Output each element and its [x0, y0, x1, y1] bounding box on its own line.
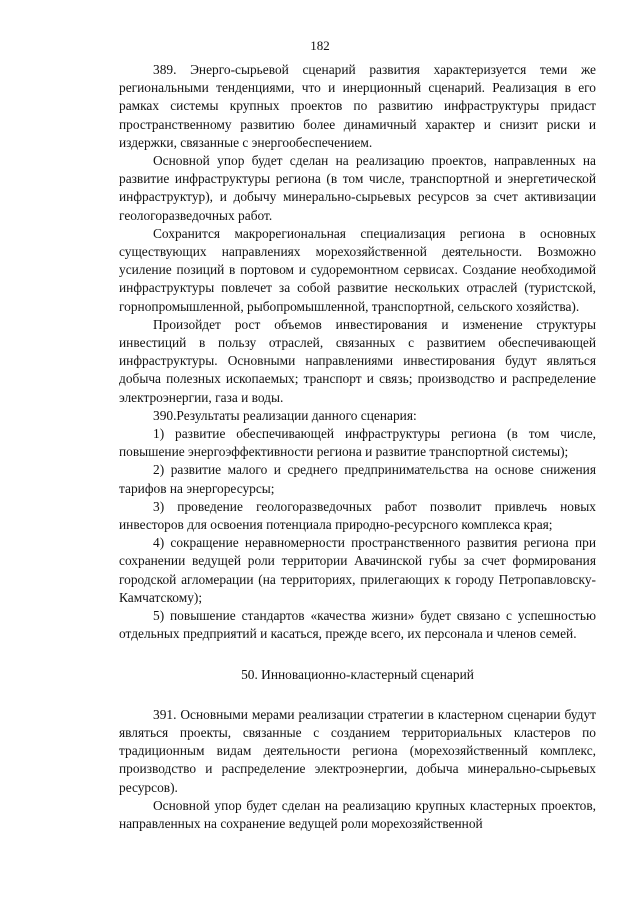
- section-heading: 50. Инновационно-кластерный сценарий: [241, 666, 474, 682]
- paragraph-specialization: Сохранится макрорегиональная специализация региона в основных существующих направлениях морехозяйственной деятельности. Возможно усиление позиций в портовом и судоремонтном сервисах. Создание необходимой инфраструктуры повлечет за собой развитие нескольких отраслей (туристской, горнопромышленной, рыбопромышленной, транспортной, сельского хозяйства).: [119, 225, 596, 314]
- document-body: [119, 61, 596, 833]
- paragraph-391: 391. Основными мерами реализации стратегии в кластерном сценарии будут являться проекты, связанные с созданием территориальных кластеров по традиционным видам деятельности региона (морехозяйственный комплекс, производство и распределение электроэнергии, добыча минерально-сырьевых ресурсов).: [119, 706, 596, 795]
- list-item-2: 2) развитие малого и среднего предпринимательства на основе снижения тарифов на энергоресурсы;: [119, 462, 596, 496]
- list-item-3: 3) проведение геологоразведочных работ позволит привлечь новых инвесторов для освоения потенциала природно-ресурсного комплекса края;: [119, 498, 596, 533]
- paragraph-390-results: 390.Результаты реализации данного сценария:: [153, 407, 417, 423]
- paragraph-389: 389. Энерго-сырьевой сценарий развития характеризуется теми же региональными тенденциями, что и инерционный сценарий. Реализация в его рамках системы крупных проектов по развитию инфраструктуры придаст пространственному развитию более динамичный характер и снизит риски и издержки, связанные с энергообеспечением.: [119, 62, 596, 150]
- paragraph-main-focus: Основной упор будет сделан на реализацию проектов, направленных на развитие инфраструктуры региона (в том числе, транспортной и энергетической инфраструктур), и добычу минерально-сырьевых ресурсов за счет активизации геологоразведочных работ.: [119, 153, 596, 223]
- paragraph-cluster-focus: Основной упор будет сделан на реализацию крупных кластерных проектов, направленных на сохранение ведущей роли морехозяйственной: [119, 797, 596, 831]
- list-item-1: 1) развитие обеспечивающей инфраструктуры региона (в том числе, повышение энергоэффективности региона и развитие транспортной системы);: [119, 426, 596, 460]
- list-item-5: 5) повышение стандартов «качества жизни» будет связано с успешностью отдельных предприятий и касаться, прежде всего, их персонала и членов семей.: [119, 608, 596, 642]
- list-item-4: 4) сокращение неравномерности пространственного развития региона при сохранении ведущей роли территории Авачинской губы за счет формирования городской агломерации (на территориях, прилегающих к городу Петропавловску-Камчатскому);: [119, 535, 596, 605]
- page-number: 182: [310, 38, 330, 53]
- paragraph-investment: Произойдет рост объемов инвестирования и изменение структуры инвестиций в пользу отраслей, связанных с развитием обеспечивающей инфраструктуры. Основными направлениями инвестирования будут являться добыча полезных ископаемых; транспорт и связь; производство и распределение электроэнергии, газа и воды.: [119, 316, 596, 405]
